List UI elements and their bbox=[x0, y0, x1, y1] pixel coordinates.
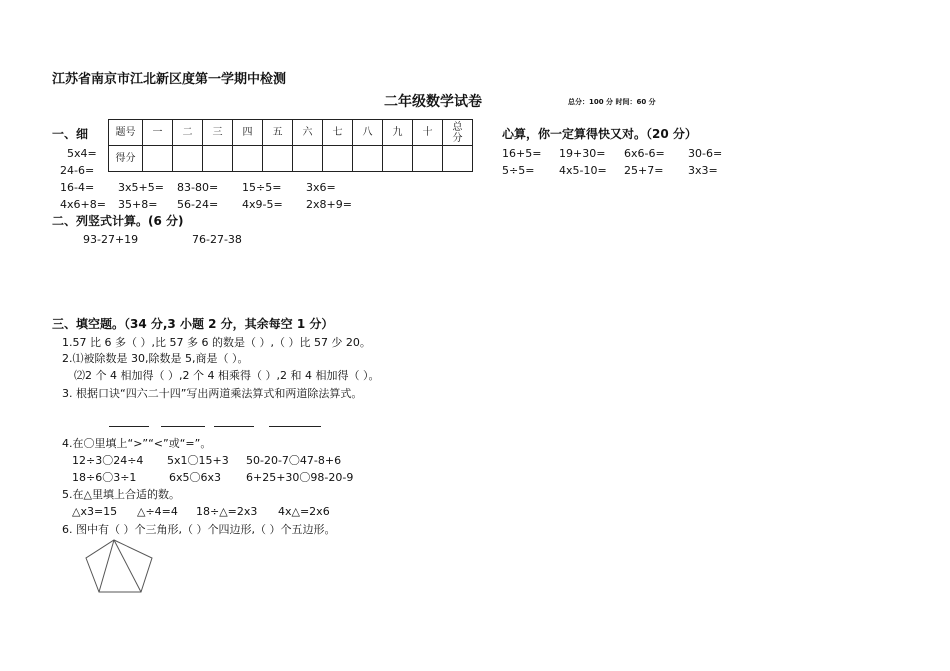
score-table-header-row bbox=[109, 120, 473, 146]
triangle-item: 18÷△=2x3 bbox=[196, 505, 258, 518]
score-cell-empty[interactable] bbox=[173, 146, 203, 172]
question-2a: 2.⑴被除数是 30,除数是 5,商是（ ）。 bbox=[62, 352, 249, 365]
score-cell-header: 九 bbox=[383, 120, 413, 146]
section3-heading: 三、填空题。（34 分,3 小题 2 分，其余每空 1 分） bbox=[52, 317, 334, 331]
compare-item: 12÷3〇24÷4 bbox=[72, 454, 144, 467]
triangle-item: △x3=15 bbox=[72, 505, 118, 518]
problem: 3x3= bbox=[688, 164, 718, 177]
problem: 4x5-10= bbox=[559, 164, 607, 177]
score-cell-header: 二 bbox=[173, 120, 203, 146]
compare-item: 6+25+30〇98-20-9 bbox=[246, 471, 354, 484]
score-cell-empty[interactable] bbox=[233, 146, 263, 172]
exam-title: 二年级数学试卷 bbox=[384, 94, 482, 110]
score-cell-total bbox=[443, 120, 473, 146]
problem: 3x6= bbox=[306, 181, 336, 194]
problem: 56-24= bbox=[177, 198, 219, 211]
question-4: 4.在〇里填上“>”“<”或“=”。 bbox=[62, 437, 212, 450]
score-cell-header: 八 bbox=[353, 120, 383, 146]
problem: 16-4= bbox=[60, 181, 95, 194]
section1-heading-left: 一、细 bbox=[52, 127, 89, 141]
triangle-item: 4x△=2x6 bbox=[278, 505, 330, 518]
question-6: 6. 图中有（ ）个三角形,（ ）个四边形,（ ）个五边形。 bbox=[62, 523, 336, 536]
compare-item: 18÷6〇3÷1 bbox=[72, 471, 137, 484]
answer-blank[interactable] bbox=[214, 426, 254, 427]
pentagon-outline bbox=[86, 540, 152, 592]
problem: 15÷5= bbox=[242, 181, 282, 194]
score-cell-header: 五 bbox=[263, 120, 293, 146]
school-title: 江苏省南京市江北新区度第一学期中检测 bbox=[52, 72, 287, 87]
score-cell-empty[interactable] bbox=[203, 146, 233, 172]
section1-heading-right: 心算，你一定算得快又对。（20 分） bbox=[502, 127, 697, 141]
problem: 24-6= bbox=[60, 164, 95, 177]
score-cell-header: 十 bbox=[413, 120, 443, 146]
compare-item: 6x5〇6x3 bbox=[169, 471, 222, 484]
problem: 6x6-6= bbox=[624, 147, 665, 160]
question-3: 3. 根据口诀“四六二十四”写出两道乘法算式和两道除法算式。 bbox=[62, 387, 363, 400]
score-table bbox=[108, 119, 473, 172]
vertical-calc-item: 76-27-38 bbox=[192, 233, 242, 246]
problem: 83-80= bbox=[177, 181, 219, 194]
compare-item: 50-20-7〇47-8+6 bbox=[246, 454, 342, 467]
total-label: 总分 bbox=[452, 121, 463, 144]
pentagon-diagonal bbox=[114, 540, 141, 592]
score-cell-header: 三 bbox=[203, 120, 233, 146]
score-cell-empty[interactable] bbox=[323, 146, 353, 172]
score-cell-empty[interactable] bbox=[293, 146, 323, 172]
problem: 30-6= bbox=[688, 147, 723, 160]
score-cell-header: 六 bbox=[293, 120, 323, 146]
problem: 35+8= bbox=[118, 198, 158, 211]
score-cell-empty[interactable] bbox=[383, 146, 413, 172]
score-cell-empty[interactable] bbox=[353, 146, 383, 172]
triangle-item: △÷4=4 bbox=[137, 505, 178, 518]
question-1: 1.57 比 6 多（ ）,比 57 多 6 的数是（ ）,（ ）比 57 少 20。 bbox=[62, 336, 371, 349]
question-2b: ⑵2 个 4 相加得（ ）,2 个 4 相乘得（ ）,2 和 4 相加得（ ）。 bbox=[74, 369, 380, 382]
score-cell-empty[interactable] bbox=[443, 146, 473, 172]
score-cell-header: 一 bbox=[143, 120, 173, 146]
problem: 4x9-5= bbox=[242, 198, 283, 211]
question-5: 5.在△里填上合适的数。 bbox=[62, 488, 180, 501]
score-cell-empty[interactable] bbox=[263, 146, 293, 172]
problem: 5÷5= bbox=[502, 164, 535, 177]
score-cell-empty[interactable] bbox=[413, 146, 443, 172]
problem: 4x6+8= bbox=[60, 198, 106, 211]
problem: 5x4= bbox=[67, 147, 97, 160]
section2-heading: 二、列竖式计算。(6 分) bbox=[52, 214, 184, 228]
score-cell-header: 七 bbox=[323, 120, 353, 146]
score-cell-label: 得分 bbox=[109, 146, 143, 172]
exam-meta: 总分：100 分 时间：60 分 bbox=[568, 98, 656, 106]
problem: 2x8+9= bbox=[306, 198, 352, 211]
pentagon-figure bbox=[80, 538, 160, 598]
problem: 3x5+5= bbox=[118, 181, 164, 194]
vertical-calc-item: 93-27+19 bbox=[83, 233, 139, 246]
problem: 19+30= bbox=[559, 147, 606, 160]
score-cell-empty[interactable] bbox=[143, 146, 173, 172]
answer-blank[interactable] bbox=[269, 426, 321, 427]
compare-item: 5x1〇15+3 bbox=[167, 454, 229, 467]
score-cell-label: 题号 bbox=[109, 120, 143, 146]
score-cell-header: 四 bbox=[233, 120, 263, 146]
problem: 16+5= bbox=[502, 147, 542, 160]
answer-blank[interactable] bbox=[109, 426, 149, 427]
score-table-score-row bbox=[109, 146, 473, 172]
problem: 25+7= bbox=[624, 164, 664, 177]
answer-blank[interactable] bbox=[161, 426, 205, 427]
